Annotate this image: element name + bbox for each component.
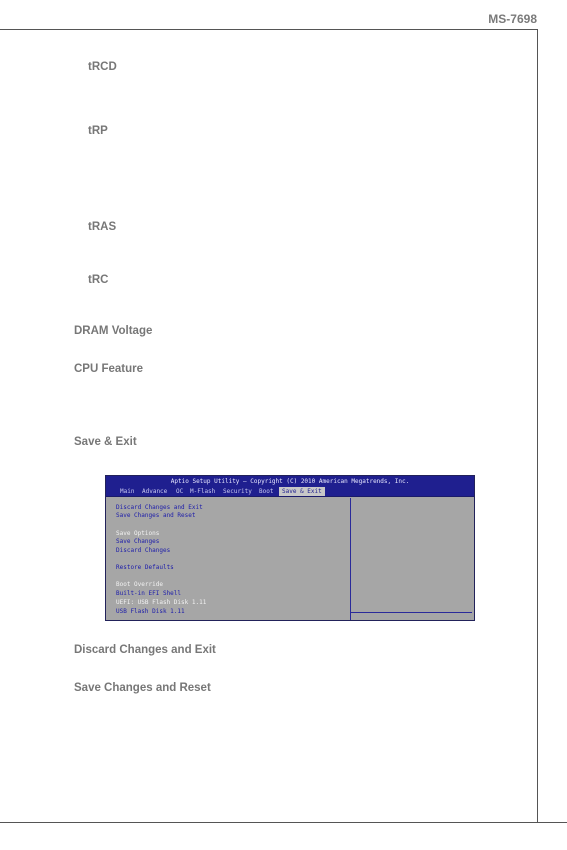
bios-tab-save-exit[interactable]: Save & Exit: [279, 487, 325, 496]
item-discard-changes-exit: Discard Changes and Exit: [74, 644, 216, 656]
bios-tab-main[interactable]: Main: [120, 488, 135, 495]
item-cpu-feature: CPU Feature: [74, 363, 144, 375]
margin-rule: [537, 29, 538, 822]
bios-menu-item[interactable]: Save Changes: [116, 538, 160, 545]
item-dram-voltage: DRAM Voltage: [74, 325, 153, 337]
footer-rule: [0, 822, 567, 823]
bios-menu-item[interactable]: Restore Defaults: [116, 564, 174, 571]
bios-menu-item[interactable]: Save Changes and Reset: [116, 512, 196, 519]
bios-screenshot: [105, 475, 475, 621]
bios-help-pane: [351, 498, 472, 620]
bios-menu-item[interactable]: Discard Changes: [116, 547, 171, 554]
item-save-changes-reset: Save Changes and Reset: [74, 682, 211, 694]
bios-menu-heading: Save Options: [116, 530, 160, 537]
bios-tab-boot[interactable]: Boot: [259, 488, 274, 495]
bios-help-divider: [351, 612, 472, 613]
bios-menu-pane: [107, 498, 351, 620]
item-trcd: tRCD: [88, 61, 117, 73]
bios-body: [107, 498, 472, 620]
item-tras: tRAS: [88, 221, 117, 233]
bios-menu-heading: Boot Override: [116, 581, 163, 588]
item-trp: tRP: [88, 125, 108, 137]
page-header-model: MS-7698: [488, 12, 537, 26]
section-save-exit: Save & Exit: [74, 436, 137, 448]
bios-menu-item[interactable]: USB Flash Disk 1.11: [116, 608, 185, 615]
bios-tab-mflash[interactable]: M-Flash: [190, 488, 216, 495]
item-trc: tRC: [88, 274, 109, 286]
bios-menu-item[interactable]: Built-in EFI Shell: [116, 590, 182, 597]
bios-tab-bar: [106, 487, 474, 497]
bios-tab-advance[interactable]: Advance: [142, 488, 168, 495]
bios-tab-security[interactable]: Security: [223, 488, 252, 495]
bios-title-bar: Aptio Setup Utility – Copyright (C) 2010 American Megatrends, Inc.: [106, 476, 474, 487]
bios-menu-item[interactable]: Discard Changes and Exit: [116, 504, 203, 511]
bios-menu-item[interactable]: UEFI: USB Flash Disk 1.11: [116, 599, 207, 606]
bios-tab-oc[interactable]: OC: [176, 488, 184, 495]
header-rule: [0, 29, 537, 30]
